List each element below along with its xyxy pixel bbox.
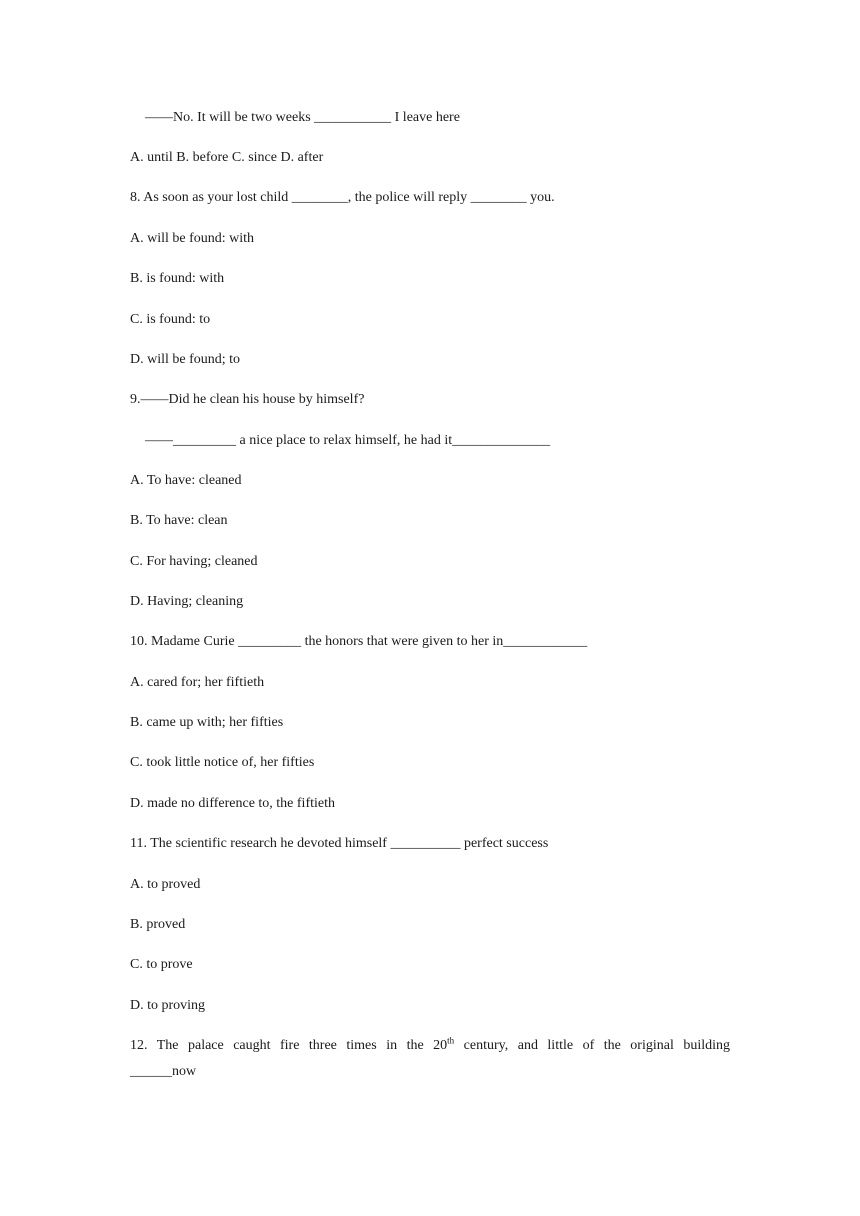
q9-reply: ——_________ a nice place to relax himself, he had it______________ — [145, 433, 551, 448]
q7-answer-line: ——No. It will be two weeks ___________ I leave here — [145, 110, 460, 125]
q9-option-a: A. To have: cleaned — [130, 473, 242, 488]
q11-option-a: A. to proved — [130, 877, 201, 892]
q10-option-d: D. made no difference to, the fiftieth — [130, 796, 335, 811]
q8-option-d: D. will be found; to — [130, 352, 241, 367]
q12-stem-superscript: th — [447, 1035, 455, 1046]
q9-option-c: C. For having; cleaned — [130, 554, 258, 569]
q10-option-a: A. cared for; her fiftieth — [130, 675, 265, 690]
q12-stem-line2: ______now — [130, 1064, 197, 1079]
q10-option-b: B. came up with; her fifties — [130, 715, 284, 730]
q9-stem: 9.——Did he clean his house by himself? — [130, 392, 365, 407]
q11-stem: 11. The scientific research he devoted himself __________ perfect success — [130, 836, 549, 851]
q10-stem: 10. Madame Curie _________ the honors that were given to her in____________ — [130, 634, 588, 649]
q9-option-b: B. To have: clean — [130, 513, 228, 528]
q8-option-c: C. is found: to — [130, 312, 211, 327]
q8-stem: 8. As soon as your lost child ________, the police will reply ________ you. — [130, 190, 555, 205]
q12-stem-part1: 12. The palace caught fire three times in the 20 — [130, 1038, 448, 1053]
q8-option-b: B. is found: with — [130, 271, 225, 286]
q12-stem-part2: century, and little of the original building — [454, 1038, 730, 1053]
q11-option-d: D. to proving — [130, 998, 206, 1013]
q7-options: A. until B. before C. since D. after — [130, 150, 324, 165]
q10-option-c: C. took little notice of, her fifties — [130, 755, 315, 770]
q11-option-b: B. proved — [130, 917, 186, 932]
q9-option-d: D. Having; cleaning — [130, 594, 244, 609]
q11-option-c: C. to prove — [130, 957, 193, 972]
q8-option-a: A. will be found: with — [130, 231, 255, 246]
q12-stem — [130, 1037, 730, 1055]
